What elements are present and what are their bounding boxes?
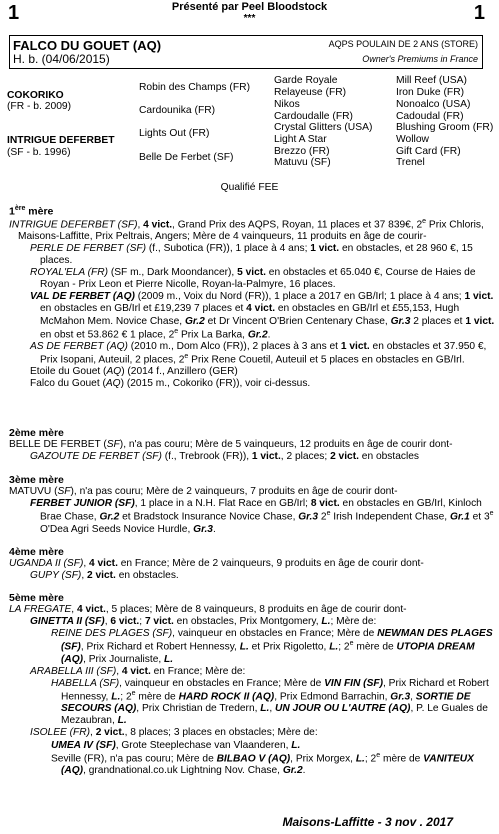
horse-box: [9, 35, 483, 69]
great-grandparent: Crystal Glitters (USA): [274, 122, 373, 133]
sire-name: COKORIKO: [7, 90, 64, 101]
second-dam-record: BELLE DE FERBET (SF), n'a pas couru; Mère de 5 vainqueurs, 12 produits en âge de courir dont-: [9, 439, 453, 451]
produce-item: Falco du Gouet (AQ) (2015 m., Cokoriko (FR)), voir ci-dessus.: [30, 378, 311, 390]
produce-item: HABELLA (SF), vainqueur en obstacles en France; Mère de VIN FIN (SF), Prix Richard et Robert Hennessy, L.; 2e mère de HARD ROCK II (AQ), Prix Edmond Barrachin, Gr.3, SORTIE DE SECOURS (AQ), Prix Christian de Tredern, L., UN JOUR OU L'AUTRE (AQ), P. Le Guales de Mezaubran, L.: [51, 677, 489, 727]
stars: ***: [243, 13, 256, 24]
lot-number-right: 1: [473, 2, 485, 24]
gg-grandparent: Blushing Groom (FR): [396, 122, 494, 133]
fourth-dam-title: 4ème mère: [9, 546, 64, 558]
fifth-dam-section: [9, 592, 495, 777]
produce-item: Etoile du Gouet (AQ) (2014 f., Anzillero (GER): [30, 366, 238, 378]
fourth-dam-section: [9, 546, 495, 582]
horse-name: FALCO DU GOUET (AQ): [13, 38, 162, 53]
produce-item: GAZOUTE DE FERBET (SF) (f., Trebrook (FR)), 1 vict., 2 places; 2 vict. en obstacles: [30, 451, 419, 463]
first-dam-section: [9, 205, 495, 390]
produce-item: UMEA IV (SF), Grote Steeplechase van Vlaanderen, L.: [51, 739, 301, 751]
produce-item: FERBET JUNIOR (SF), 1 place in a N.H. Flat Race en GB/Irl; 8 vict. en obstacles en GB/Irl, Kinloch Brae Chase, Gr.2 et Bradstock Insurance Novice Chase, Gr.3 2e Irish Independent Chase, Gr.1 et 3e O'Dea Agri Seeds Novice Hurdle, Gr.3.: [30, 498, 494, 535]
first-dam-title: 1ère mère: [9, 205, 54, 218]
horse-category: AQPS POULAIN DE 2 ANS (STORE): [328, 39, 478, 49]
gg-grandparent: Nonoalco (USA): [396, 99, 471, 110]
third-dam-title: 3ème mère: [9, 474, 64, 486]
produce-item: GUPY (SF), 2 vict. en obstacles.: [30, 570, 179, 582]
first-dam-record: INTRIGUE DEFERBET (SF), 4 vict., Grand Prix des AQPS, Royan, 11 places et 37 839€, 2e Prix Chloris, Maisons-Laffitte, Prix Peltrais, Angers; Mère de 4 vainqueurs, 11 produits en âge de courir-: [9, 217, 484, 243]
great-grandparent: Relayeuse (FR): [274, 87, 347, 98]
gg-grandparent: Gift Card (FR): [396, 146, 461, 157]
dam-name: INTRIGUE DEFERBET: [7, 135, 115, 146]
third-dam-record: MATUVU (SF), n'a pas couru; Mère de 2 vainqueurs, 7 produits en âge de courir dont-: [9, 486, 398, 498]
produce-item: GINETTA II (SF), 6 vict.; 7 vict. en obstacles, Prix Montgomery, L.; Mère de:: [30, 616, 377, 628]
owners-premiums: Owner's Premiums in France: [362, 54, 478, 64]
fifth-dam-record: LA FREGATE, 4 vict., 5 places; Mère de 8 vainqueurs, 8 produits en âge de courir dont-: [9, 604, 407, 616]
lot-number-left: 1: [8, 2, 20, 24]
gg-grandparent: Trenel: [396, 157, 425, 168]
great-grandparent: Nikos: [274, 99, 300, 110]
sale-footer: Maisons-Laffitte - 3 nov . 2017: [282, 814, 453, 829]
great-grandparent: Cardoudalle (FR): [274, 111, 353, 122]
great-grandparent: Brezzo (FR): [274, 146, 330, 157]
gg-grandparent: Wollow: [396, 134, 429, 145]
great-grandparent: Garde Royale: [274, 75, 338, 86]
presented-by: Présenté par Peel Bloodstock: [171, 1, 328, 13]
second-dam-title: 2ème mère: [9, 427, 64, 439]
gg-grandparent: Iron Duke (FR): [396, 87, 465, 98]
produce-item: ISOLEE (FR), 2 vict., 8 places; 3 places en obstacles; Mère de:: [30, 727, 318, 739]
produce-item: Seville (FR), n'a pas couru; Mère de BILBAO V (AQ), Prix Morgex, L.; 2e mère de VANITEUX (AQ), grandnational.co.uk Lightning Nov. Chase, Gr.2.: [51, 751, 474, 776]
produce-item: ROYAL'ELA (FR) (SF m., Dark Moondancer), 5 vict. en obstacles et 65.040 €, Course de Haies de Royan - Prix Leon et Pierre Nicolle, Royan-la-Palmyre, 16 places.: [30, 267, 476, 291]
fifth-dam-title: 5ème mère: [9, 592, 64, 604]
produce-item: ARABELLA III (SF), 4 vict. en France; Mère de:: [30, 665, 246, 677]
produce-item: PERLE DE FERBET (SF) (f., Subotica (FR)), 1 place à 4 ans; 1 vict. en obstacles, et 28 960 €, 15 places.: [30, 243, 473, 267]
horse-description: H. b. (04/06/2015): [13, 52, 110, 66]
great-grandparent: Light A Star: [274, 134, 327, 145]
gg-grandparent: Cadoudal (FR): [396, 111, 464, 122]
sire-info: (FR - b. 2009): [7, 101, 72, 112]
second-dam-section: [9, 427, 495, 463]
produce-item: REINE DES PLAGES (SF), vainqueur en obstacles en France; Mère de NEWMAN DES PLAGES (SF), Prix Richard et Robert Hennessy, L. et Prix Rigoletto, L.; 2e mère de UTOPIA DREAM (AQ), Prix Journaliste, L.: [51, 628, 493, 665]
gg-grandparent: Mill Reef (USA): [396, 75, 467, 86]
great-grandparent: Matuvu (SF): [274, 157, 331, 168]
grandparent: Robin des Champs (FR): [139, 82, 251, 93]
produce-item: VAL DE FERBET (AQ) (2009 m., Voix du Nord (FR)), 1 place a 2017 en GB/Irl; 1 place à 4 ans; 1 vict. en obstacles en GB/Irl et £19,239 7 places et 4 vict. en obstacles en GB/Irl et £55,153, Hugh McMahon Mem. Novice Chase, Gr.2 et Dr Vincent O'Brien Centenary Chase, Gr.3 2 places et 1 vict. en obst et 53.862 € 1 place, 2e Prix La Barka, Gr.2.: [30, 291, 495, 340]
dam-info: (SF - b. 1996): [7, 147, 71, 158]
grandparent: Lights Out (FR): [139, 128, 210, 139]
third-dam-section: [9, 474, 495, 536]
grandparent: Cardounika (FR): [139, 105, 216, 116]
qualified-fee: Qualifié FEE: [220, 182, 279, 193]
produce-item: AS DE FERBET (AQ) (2010 m., Dom Alco (FR)), 2 places à 3 ans et 1 vict. en obstacles et 37.950 €, Prix Isopani, Auteuil, 2 places, 2e Prix Rene Couetil, Auteuil et 5 places en obstacles en GB/Irl.: [30, 340, 487, 366]
grandparent: Belle De Ferbet (SF): [139, 152, 234, 163]
fourth-dam-record: UGANDA II (SF), 4 vict. en France; Mère de 2 vainqueurs, 9 produits en âge de courir dont-: [9, 558, 424, 570]
